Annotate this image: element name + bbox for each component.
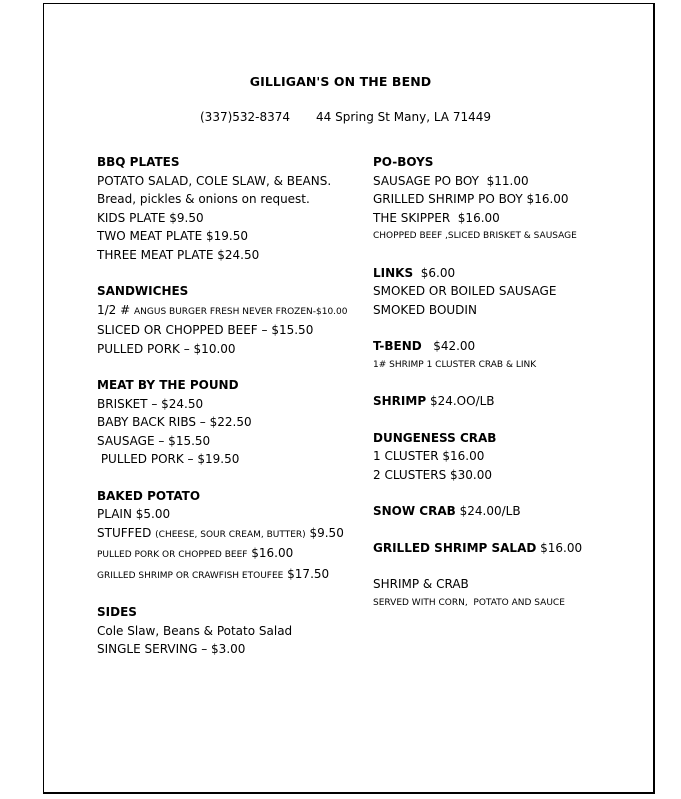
menu-item: GRILLED SHRIMP PO BOY $16.00 [373, 192, 569, 206]
menu-item [97, 301, 367, 322]
po-boys-section [373, 153, 643, 246]
item-price: $16.00 [247, 546, 294, 560]
menu-line: Cole Slaw, Beans & Potato Salad [97, 623, 293, 638]
menu-item: TWO MEAT PLATE $19.50 [97, 229, 249, 243]
menu-item: 2 CLUSTERS $30.00 [373, 467, 492, 482]
sides-section [97, 603, 367, 659]
section-heading: SIDES [97, 605, 137, 619]
meat-by-pound-section [97, 376, 367, 469]
menu-item: SAUSAGE – $15.50 [97, 433, 211, 448]
item-desc: 1# SHRIMP 1 CLUSTER CRAB & LINK [373, 359, 537, 370]
snow-crab-section [373, 502, 643, 521]
menu-item: BRISKET – $24.50 [97, 396, 204, 411]
shrimp-crab-section [373, 575, 643, 612]
menu-item [97, 544, 367, 565]
t-bend-section [373, 337, 643, 374]
dungeness-crab-section [373, 429, 643, 485]
menu-item: SLICED OR CHOPPED BEEF – $15.50 [97, 323, 314, 337]
left-column [97, 153, 367, 659]
section-price: $16.00 [536, 540, 583, 555]
item-price: $9.50 [305, 525, 344, 540]
section-heading: SNOW CRAB [373, 504, 456, 518]
grilled-shrimp-salad-section [373, 539, 643, 558]
section-heading-line [373, 539, 643, 558]
menu-item: THE SKIPPER $16.00 [373, 210, 500, 225]
section-heading-line [373, 264, 643, 283]
item-name: STUFFED [97, 525, 156, 540]
menu-item: 1 CLUSTER $16.00 [373, 449, 485, 463]
section-price: $24.OO/LB [426, 394, 495, 408]
section-heading: PO-BOYS [373, 155, 434, 169]
section-price: $6.00 [413, 265, 456, 280]
item-desc: CHOPPED BEEF ,SLICED BRISKET & SAUSAGE [373, 231, 577, 241]
restaurant-title: GILLIGAN'S ON THE BEND [249, 74, 432, 89]
item-desc: (CHEESE, SOUR CREAM, BUTTER) [155, 529, 306, 540]
phone-number: (337)532-8374 [200, 110, 291, 124]
item-desc: SERVED WITH CORN, POTATO AND SAUCE [373, 597, 565, 608]
menu-item: SINGLE SERVING – $3.00 [97, 642, 246, 656]
section-heading-line [373, 392, 643, 411]
section-heading: DUNGENESS CRAB [373, 430, 497, 445]
section-heading: MEAT BY THE POUND [97, 378, 239, 392]
section-heading: LINKS [373, 265, 414, 280]
section-heading: SHRIMP [373, 394, 427, 408]
section-heading-line [373, 502, 643, 521]
address: 44 Spring St Many, LA 71449 [316, 110, 492, 124]
menu-item: SHRIMP & CRAB [373, 577, 469, 591]
baked-potato-section [97, 487, 367, 586]
section-heading-line [373, 337, 643, 356]
item-qty: 1/2 # [97, 302, 134, 317]
item-desc: PULLED PORK OR CHOPPED BEEF [97, 550, 248, 560]
section-heading: GRILLED SHRIMP SALAD [373, 540, 537, 555]
contact-line [200, 108, 491, 127]
shrimp-section [373, 392, 643, 411]
right-column [373, 153, 643, 612]
menu-line: Bread, pickles & onions on request. [97, 192, 310, 206]
menu-item: KIDS PLATE $9.50 [97, 210, 204, 225]
menu-item: PLAIN $5.00 [97, 507, 171, 521]
menu-item: SMOKED BOUDIN [373, 302, 477, 317]
section-price: $24.00/LB [455, 504, 521, 518]
links-section [373, 264, 643, 320]
section-heading: T-BEND [373, 339, 422, 353]
sandwiches-section [97, 282, 367, 358]
item-price: $17.50 [283, 566, 330, 581]
section-heading: BAKED POTATO [97, 488, 201, 503]
menu-item: SMOKED OR BOILED SAUSAGE [373, 284, 557, 298]
menu-item: SAUSAGE PO BOY $11.00 [373, 173, 529, 188]
bbq-plates-section [97, 153, 367, 264]
menu-item: THREE MEAT PLATE $24.50 [97, 247, 260, 262]
item-desc: ANGUS BURGER FRESH NEVER FROZEN-$10.00 [134, 306, 348, 317]
section-heading: BBQ PLATES [97, 155, 180, 169]
menu-item: PULLED PORK – $10.00 [97, 341, 236, 356]
section-price: $42.00 [421, 339, 476, 353]
section-heading: SANDWICHES [97, 284, 189, 298]
menu-item: PULLED PORK – $19.50 [97, 452, 240, 466]
menu-item [97, 565, 367, 586]
menu-line: POTATO SALAD, COLE SLAW, & BEANS. [97, 173, 332, 188]
menu-item: BABY BACK RIBS – $22.50 [97, 415, 252, 429]
item-desc: GRILLED SHRIMP OR CRAWFISH ETOUFEE [97, 570, 284, 581]
menu-item [97, 524, 367, 545]
